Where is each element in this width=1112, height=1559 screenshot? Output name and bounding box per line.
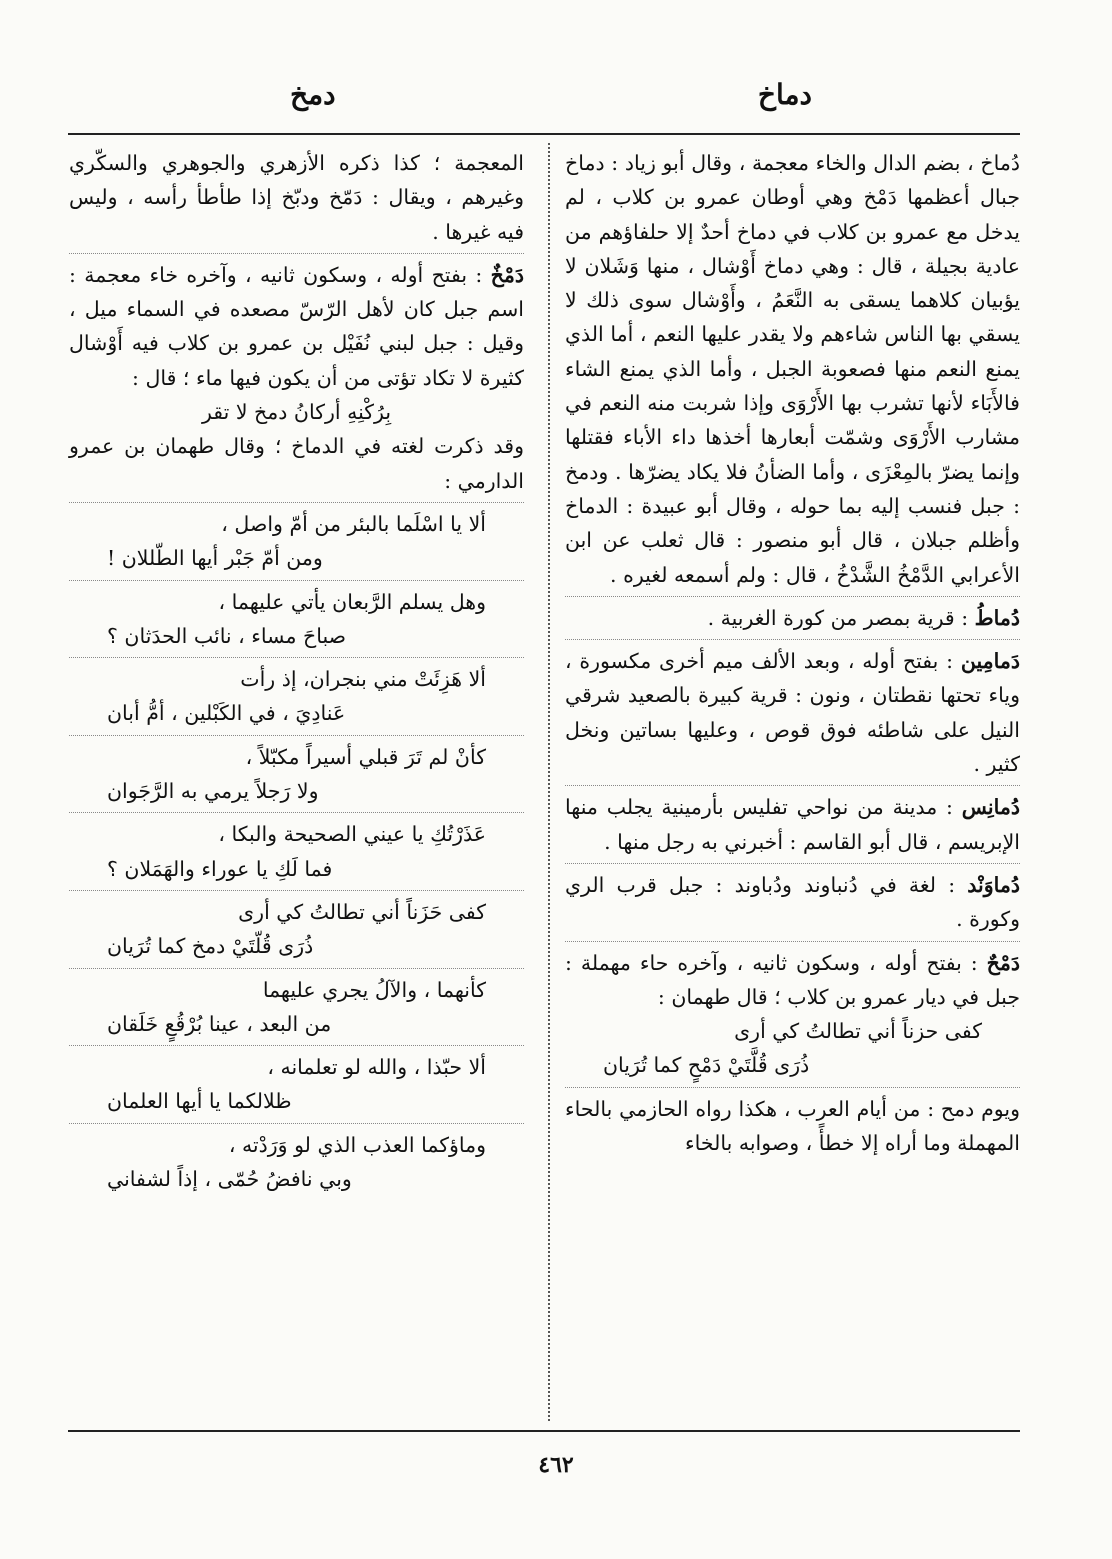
verse-line: كفى حَزَناً أني تطالتُ كي أرى bbox=[238, 899, 486, 924]
verse-line: ذُرَى قُلَّتَيْ دَمْحٍ كما تُرَيان bbox=[603, 1053, 810, 1078]
entry-dumat bbox=[565, 596, 1020, 635]
entry-text: ويوم دمح : من أيام العرب ، هكذا رواه الحازمي بالحاء المهملة وما أراه إلا خطأً ، وصوابه بالخاء bbox=[565, 1096, 1020, 1156]
entry-text: : قرية بمصر من كورة الغربية . bbox=[707, 605, 969, 630]
verse-line: ذُرَى قُلّتَيْ دمخ كما تُرَيان bbox=[107, 934, 314, 959]
verse-line: وماؤكما العذب الذي لو وَرَدْته ، bbox=[228, 1132, 486, 1157]
entry-damh bbox=[565, 941, 1020, 1083]
verse-line: فما لَكِ يا عوراء والهَمَلان ؟ bbox=[107, 856, 333, 881]
poem-stanza bbox=[69, 968, 524, 1042]
running-header-right: دماخ bbox=[757, 78, 812, 111]
poem-stanza bbox=[69, 890, 524, 964]
verse-line: ألا حبّذا ، والله لو تعلمانه ، bbox=[267, 1055, 486, 1080]
entry-text: : بفتح أوله ، وبعد الألف ميم أخرى مكسورة ، وياء تحتها نقطتان ، ونون : قرية كبيرة بالصعيد شرقي النيل على شاطئه فوق قوص ، وعليها بساتين ونخل كثير . bbox=[565, 649, 1020, 777]
column-divider bbox=[548, 143, 550, 1421]
entry-headword: دَمامِين bbox=[960, 649, 1020, 674]
entry-text: المعجمة ؛ كذا ذكره الأزهري والجوهري والسكّري وغيرهم ، ويقال : دَمّخ ودبّخ إذا طأطأ رأسه ، وليس فيه غيرها . bbox=[69, 151, 524, 244]
entry-headword: دُماوَنْد bbox=[967, 872, 1020, 897]
entry-dumakh bbox=[565, 146, 1020, 592]
poem-stanza bbox=[69, 580, 524, 654]
running-header-left: دمخ bbox=[290, 78, 336, 111]
entry-text: : لغة في دُنباوند ودُباوند : جبل قرب الري وكورة . bbox=[565, 872, 1020, 932]
entry-text: : بفتح أوله ، وسكون ثانيه ، وآخره حاء مهملة : جبل في ديار عمرو بن كلاب ؛ قال طهمان : bbox=[565, 950, 1020, 1009]
entry-dumanis bbox=[565, 785, 1020, 859]
entry-text: دُماخ ، بضم الدال والخاء معجمة ، وقال أبو زياد : دماخ جبال أعظمها دَمْخ وهي أوطان عمرو بن كلاب ، لم يدخل مع عمرو بن كلاب في دماخ أحدٌ إلا حلفاؤهم من عادية بجيلة ، قال : وهي دماخ أَوْشال ، منها وَشَلان لا يؤبيان كلاهما يسقى به النَّعَمُ ، وأَوْشال سوى ذلك لا يسقي بها الناس شاءهم ولا يقدر عليها النعم ، أما الذي يمنع النعم منها فصعوبة الجبل ، وأما الذي يمنع الشاء فالأَبَاء لأنها تشرب بها الأَرْوَى وإذا شربت منه النعم في مشارب الأَرْوَى وشمّت أبعارها أخذها داء الأباء فقتلها وإنما يضرّ بالمِعْزَى ، وأما الضأنُ فلا يكاد يضرّها . ودمخ : جبل فنسب إليه بما حوله ، وقال أبو عبيدة : الدماخ وأظلم جبلان ، قال أبو منصور : قال ثعلب عن ابن الأعرابي الدَّمْخُ الشَّدْخُ ، قال : ولم أسمعه لغيره . bbox=[565, 151, 1020, 587]
poem-stanza bbox=[69, 502, 524, 576]
right-column bbox=[565, 146, 1020, 1160]
entry-continuation bbox=[69, 146, 524, 249]
verse-line: وبي نافضُ حُمّى ، إذاً لشفاني bbox=[107, 1167, 352, 1192]
verse-line: ألا يا اسْلَما بالبئر من أمّ واصل ، bbox=[221, 511, 486, 536]
verse-line: بِرُكْنِهِ أركانُ دمخ لا تقر bbox=[201, 400, 392, 425]
verse-line: كأنْ لم تَرَ قبلي أسيراً مكبّلاً ، bbox=[245, 744, 486, 769]
entry-headword: دُمانِس bbox=[961, 795, 1020, 820]
entry-yawm-damh bbox=[565, 1087, 1020, 1161]
entry-text: : بفتح أوله ، وسكون ثانيه ، وآخره خاء معجمة : اسم جبل كان لأهل الرّسّ مصعده في السماء ميل ، وقيل : جبل لبني نُفَيْل بن عمرو بن كلاب فيه أَوْشال كثيرة لا تكاد تؤتى من أن يكون فيها ماء ؛ قال : bbox=[69, 262, 524, 390]
verse-line: من البعد ، عينا بُرْقُعٍ خَلَقان bbox=[107, 1011, 332, 1036]
poem-stanza bbox=[69, 1045, 524, 1119]
verse-line: وهل يسلم الرَّبعان يأتي عليهما ، bbox=[218, 589, 486, 614]
entry-headword: دَمْحٌ bbox=[986, 950, 1020, 975]
left-column bbox=[69, 146, 524, 1196]
entry-damkh bbox=[69, 253, 524, 498]
page-number: ٤٦٢ bbox=[538, 1452, 574, 1478]
bottom-rule bbox=[68, 1430, 1020, 1432]
verse-line: ظلالكما يا أيها العلمان bbox=[107, 1089, 292, 1114]
verse-line: كفى حزناً أني تطالتُ كي أرى bbox=[734, 1019, 982, 1044]
entry-headword: دَمْخٌ bbox=[490, 262, 524, 287]
verse-line: ألا هَزِئَتْ مني بنجران، إذ رأت bbox=[240, 667, 486, 692]
verse-line: ولا رَجلاً يرمي به الرَّجَوان bbox=[107, 779, 319, 804]
entry-text: : مدينة من نواحي تفليس بأرمينية يجلب منها الإبريسم ، قال أبو القاسم : أخبرني به رجل منها . bbox=[565, 795, 1020, 854]
entry-text: وقد ذكرت لغته في الدماخ ؛ وقال طهمان بن عمرو الدارمي : bbox=[69, 434, 524, 493]
poem-stanza bbox=[69, 1123, 524, 1197]
verse-line: كأنهما ، والآلُ يجري عليهما bbox=[262, 977, 486, 1002]
poem-stanza bbox=[69, 657, 524, 731]
entry-dumawand bbox=[565, 863, 1020, 937]
verse-line: ومن أمّ جَبْر أيها الطّللان ! bbox=[107, 546, 323, 571]
verse-line: عَنادِيَ ، في الكَبْلين ، أمُّ أبان bbox=[107, 701, 346, 726]
verse-line: صباحَ مساء ، نائب الحدَثان ؟ bbox=[107, 623, 347, 648]
entry-headword: دُماطُ bbox=[974, 605, 1020, 630]
top-rule bbox=[68, 133, 1020, 135]
verse-line: عَذَرْتُكِ يا عيني الصحيحة والبكا ، bbox=[218, 822, 486, 847]
poem-stanza bbox=[69, 735, 524, 809]
entry-damamin bbox=[565, 639, 1020, 781]
poem-stanza bbox=[69, 812, 524, 886]
